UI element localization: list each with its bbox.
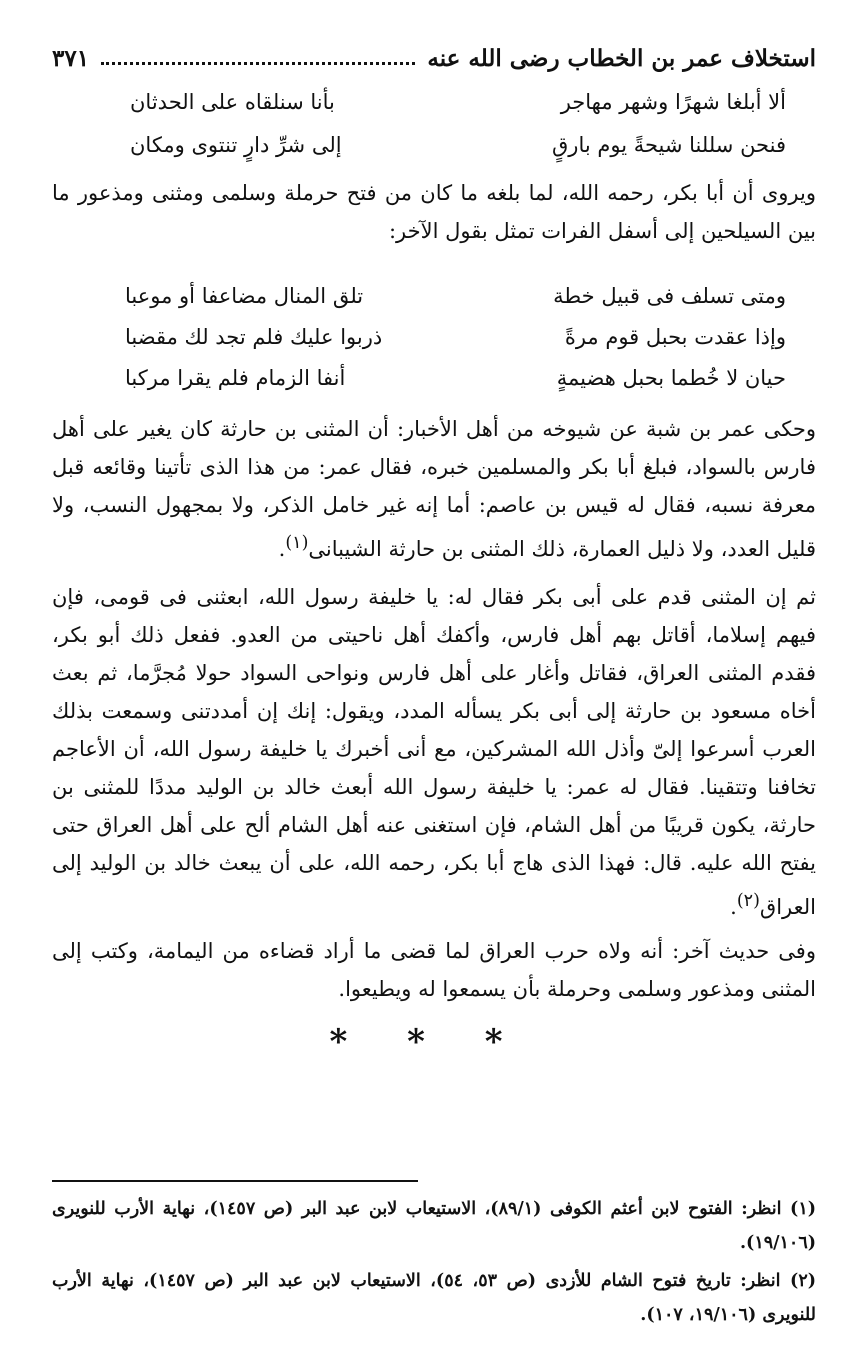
page-number: ٣٧١ (52, 44, 90, 72)
verse-hemistich-left: إلى شرِّ دارٍ تنتوى ومكان (130, 133, 342, 157)
verse-line (130, 90, 786, 114)
footnote: (٢) انظر: تاريخ فتوح الشام للأزدى (ص ٥٣، ٥٤)، الاستيعاب لابن عبد البر (ص ١٤٥٧)، نهاية الأرب للنويرى (١٩/١٠٦، ١٠٧). (52, 1271, 817, 1325)
verse-hemistich-left: بأنا سنلقاه على الحدثان (130, 90, 335, 114)
paragraph-text: ثم إن المثنى قدم على أبى بكر فقال له: يا خليفة رسول الله، ابعثنى فى قومى، فإن فيهم إسلاما، أقاتل بهم أهل فارس، وأكفك أهل ناحيتى من العدو. ففعل ذلك أبو بكر، فقدم المثنى العراق، فقاتل وأغار على أهل فارس ونواحى السواد حولا مُجرَّما، ثم بعث أخاه مسعود بن حارثة إلى أبى بكر يسأله المدد، ويقول: إنك إن أمددتنى وسمعت بذلك العرب أسرعوا إلىّ وأذل الله المشركين، مع أنى أخبرك يا خليفة رسول الله، أن الأعاجم تخافنا وتتقينا. فقال له عمر: يا خليفة رسول الله أبعث خالد بن الوليد مددًا للمثنى بن حارثة، يكون قريبًا من أهل الشام، فإن استغنى عنه أهل الشام ألح على أهل العراق حتى يفتح الله عليه. قال: فهذا الذى هاج أبا بكر، رحمه الله، على أن يبعث خالد بن الوليد إلى العراق (52, 585, 816, 919)
footnote-reference: (٢) (736, 891, 760, 911)
verse-hemistich-left: تلق المنال مضاعفا أو موعبا (125, 284, 364, 308)
section-separator: * * * (329, 1022, 527, 1062)
verse-hemistich-right: ومتى تسلف فى قبيل خطة (553, 284, 786, 308)
verse-line (130, 133, 786, 157)
running-header (52, 38, 816, 78)
verse-hemistich-right: ألا أبلغا شهرًا وشهر مهاجر (560, 90, 786, 114)
paragraph: وحكى عمر بن شبة عن شيوخه من أهل الأخبار: أن المثنى بن حارثة كان يغير على أهل فارس بالسواد، فبلغ أبا بكر والمسلمين خبره، فقال عمر: من هذا الذى تأتينا وقائعه قبل معرفة نسبه، فقال له قيس بن عاصم: أما إنه غير خامل الذكر، ولا بمجهول النسب، ولا قليل العدد، ولا ذليل العمارة، ذلك المثنى بن حارثة الشيبانى$^{(١)}$. (52, 417, 816, 561)
paragraph-text: وحكى عمر بن شبة عن شيوخه من أهل الأخبار: أن المثنى بن حارثة كان يغير على أهل فارس بالسواد، فبلغ أبا بكر والمسلمين خبره، فقال عمر: من هذا الذى تأتينا وقائعه قبل معرفة نسبه، فقال له قيس بن عاصم: أما إنه غير خامل الذكر، ولا بمجهول النسب، ولا قليل العدد، ولا ذليل العمارة، ذلك المثنى بن حارثة الشيبانى (52, 417, 816, 561)
footnote-rule (52, 1180, 418, 1182)
verse-hemistich-left: ذربوا عليك فلم تجد لك مقضبا (125, 325, 383, 349)
paragraph: وفى حديث آخر: أنه ولاه حرب العراق لما قضى ما أراد قضاءه من اليمامة، وكتب إلى المثنى ومذعور وسلمى وحرملة بأن يسمعوا له ويطيعوا. (52, 939, 816, 1001)
header-dot-leader (101, 52, 415, 65)
verse-line (125, 284, 786, 308)
verse-hemistich-left: أنفا الزمام فلم يقرا مركبا (125, 366, 346, 390)
verse-line (125, 325, 786, 349)
verse-line (125, 366, 786, 390)
verse-hemistich-right: وإذا عقدت بحبل قوم مرةً (564, 325, 786, 349)
paragraph: ويروى أن أبا بكر، رحمه الله، لما بلغه ما كان من فتح حرملة وسلمى ومثنى ومذعور ما بين السيلحين إلى أسفل الفرات تمثل بقول الآخر: (52, 181, 816, 243)
footnote: (١) انظر: الفتوح لابن أعثم الكوفى (٨٩/١)، الاستيعاب لابن عبد البر (ص ١٤٥٧)، نهاية الأرب للنويرى (١٩/١٠٦). (52, 1199, 816, 1253)
verse-hemistich-right: حيان لا خُطما بحبل هضيمةٍ (556, 366, 786, 390)
verse-hemistich-right: فنحن سللنا شيحةً يوم بارقٍ (552, 133, 786, 157)
footnote-reference: (١) (285, 533, 309, 553)
header-title: استخلاف عمر بن الخطاب رضى الله عنه (427, 44, 816, 72)
paragraph: ثم إن المثنى قدم على أبى بكر فقال له: يا خليفة رسول الله، ابعثنى فى قومى، فإن فيهم إسلاما، أقاتل بهم أهل فارس، وأكفك أهل ناحيتى من العدو. ففعل ذلك أبو بكر، فقدم المثنى العراق، فقاتل وأغار على أهل فارس ونواحى السواد حولا مُجرَّما، ثم بعث أخاه مسعود بن حارثة إلى أبى بكر يسأله المدد، ويقول: إنك إن أمددتنى وسمعت بذلك العرب أسرعوا إلىّ وأذل الله المشركين، مع أنى أخبرك يا خليفة رسول الله، أن الأعاجم تخافنا وتتقينا. فقال له عمر: يا خليفة رسول الله أبعث خالد بن الوليد مددًا للمثنى بن حارثة، يكون قريبًا من أهل الشام، فإن استغنى عنه أهل الشام ألح على أهل العراق حتى يفتح الله عليه. قال: فهذا الذى هاج أبا بكر، رحمه الله، على أن يبعث خالد بن الوليد إلى العراق$^{(٢)}$. (52, 585, 816, 919)
